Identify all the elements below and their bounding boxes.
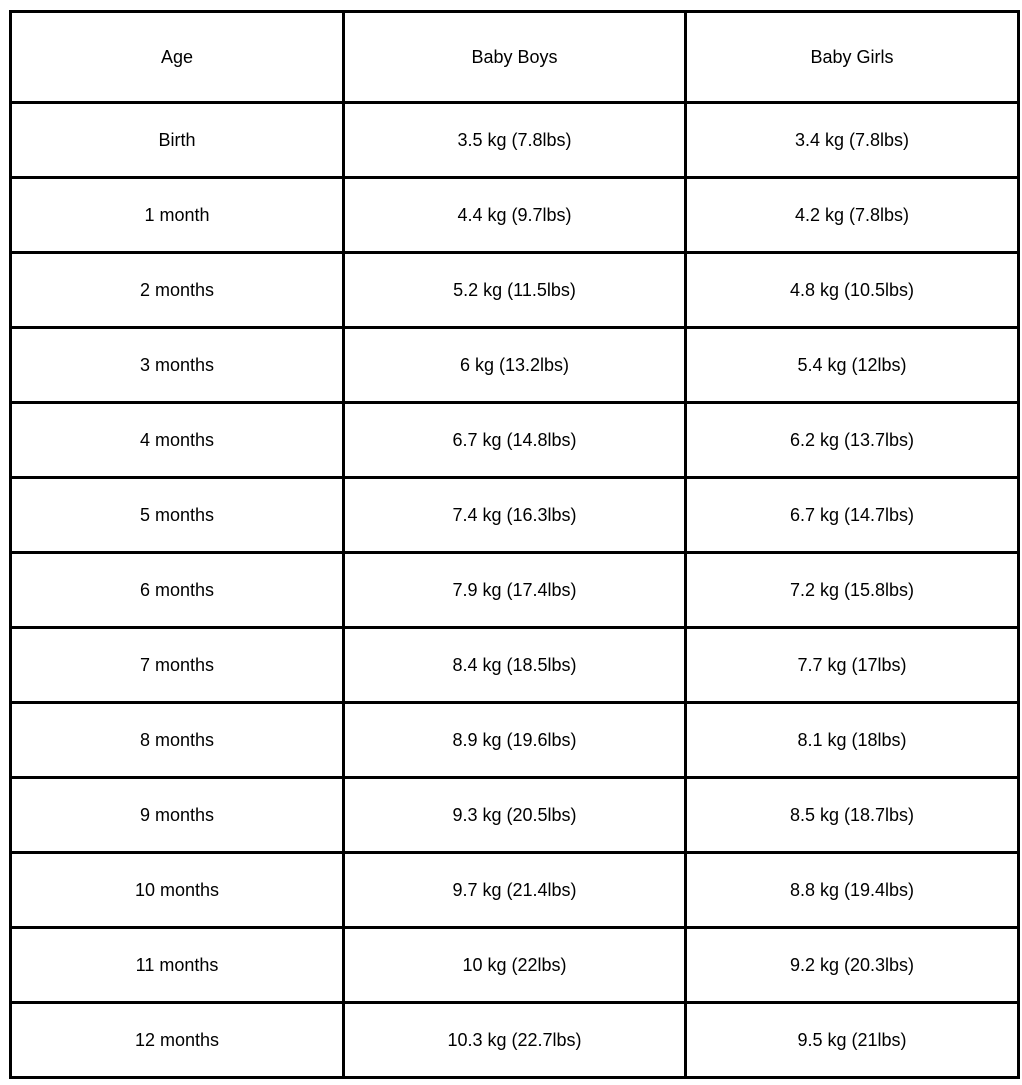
header-row (11, 12, 1019, 103)
boys-weight-cell: 3.5 kg (7.8lbs) (344, 103, 686, 178)
boys-weight-cell: 5.2 kg (11.5lbs) (344, 253, 686, 328)
table-row (11, 103, 1019, 178)
table-row (11, 778, 1019, 853)
age-cell: 11 months (11, 928, 344, 1003)
girls-weight-cell: 5.4 kg (12lbs) (686, 328, 1019, 403)
table-row (11, 928, 1019, 1003)
baby-weight-table (9, 10, 1020, 1079)
age-cell: 10 months (11, 853, 344, 928)
age-cell: 8 months (11, 703, 344, 778)
age-cell: 6 months (11, 553, 344, 628)
table-row (11, 853, 1019, 928)
boys-weight-cell: 6.7 kg (14.8lbs) (344, 403, 686, 478)
age-cell: 7 months (11, 628, 344, 703)
age-cell: 9 months (11, 778, 344, 853)
girls-weight-cell: 4.8 kg (10.5lbs) (686, 253, 1019, 328)
boys-weight-cell: 6 kg (13.2lbs) (344, 328, 686, 403)
girls-weight-cell: 8.1 kg (18lbs) (686, 703, 1019, 778)
age-cell: 5 months (11, 478, 344, 553)
age-cell: Birth (11, 103, 344, 178)
age-cell: 12 months (11, 1003, 344, 1078)
girls-weight-cell: 4.2 kg (7.8lbs) (686, 178, 1019, 253)
table-row (11, 253, 1019, 328)
table-row (11, 703, 1019, 778)
table-row (11, 478, 1019, 553)
girls-weight-cell: 3.4 kg (7.8lbs) (686, 103, 1019, 178)
boys-weight-cell: 7.9 kg (17.4lbs) (344, 553, 686, 628)
girls-weight-cell: 6.2 kg (13.7lbs) (686, 403, 1019, 478)
table-row (11, 1003, 1019, 1078)
header-age: Age (11, 12, 344, 103)
girls-weight-cell: 6.7 kg (14.7lbs) (686, 478, 1019, 553)
table-header (11, 12, 1019, 103)
table-row (11, 553, 1019, 628)
boys-weight-cell: 9.7 kg (21.4lbs) (344, 853, 686, 928)
age-cell: 3 months (11, 328, 344, 403)
girls-weight-cell: 9.5 kg (21lbs) (686, 1003, 1019, 1078)
boys-weight-cell: 10.3 kg (22.7lbs) (344, 1003, 686, 1078)
header-baby-girls: Baby Girls (686, 12, 1019, 103)
boys-weight-cell: 10 kg (22lbs) (344, 928, 686, 1003)
age-cell: 1 month (11, 178, 344, 253)
boys-weight-cell: 9.3 kg (20.5lbs) (344, 778, 686, 853)
boys-weight-cell: 7.4 kg (16.3lbs) (344, 478, 686, 553)
table-row (11, 328, 1019, 403)
table-row (11, 403, 1019, 478)
girls-weight-cell: 8.5 kg (18.7lbs) (686, 778, 1019, 853)
table-row (11, 178, 1019, 253)
table-row (11, 628, 1019, 703)
boys-weight-cell: 4.4 kg (9.7lbs) (344, 178, 686, 253)
header-baby-boys: Baby Boys (344, 12, 686, 103)
boys-weight-cell: 8.9 kg (19.6lbs) (344, 703, 686, 778)
age-cell: 4 months (11, 403, 344, 478)
boys-weight-cell: 8.4 kg (18.5lbs) (344, 628, 686, 703)
girls-weight-cell: 7.2 kg (15.8lbs) (686, 553, 1019, 628)
table-body (11, 103, 1019, 1078)
girls-weight-cell: 7.7 kg (17lbs) (686, 628, 1019, 703)
girls-weight-cell: 9.2 kg (20.3lbs) (686, 928, 1019, 1003)
girls-weight-cell: 8.8 kg (19.4lbs) (686, 853, 1019, 928)
age-cell: 2 months (11, 253, 344, 328)
